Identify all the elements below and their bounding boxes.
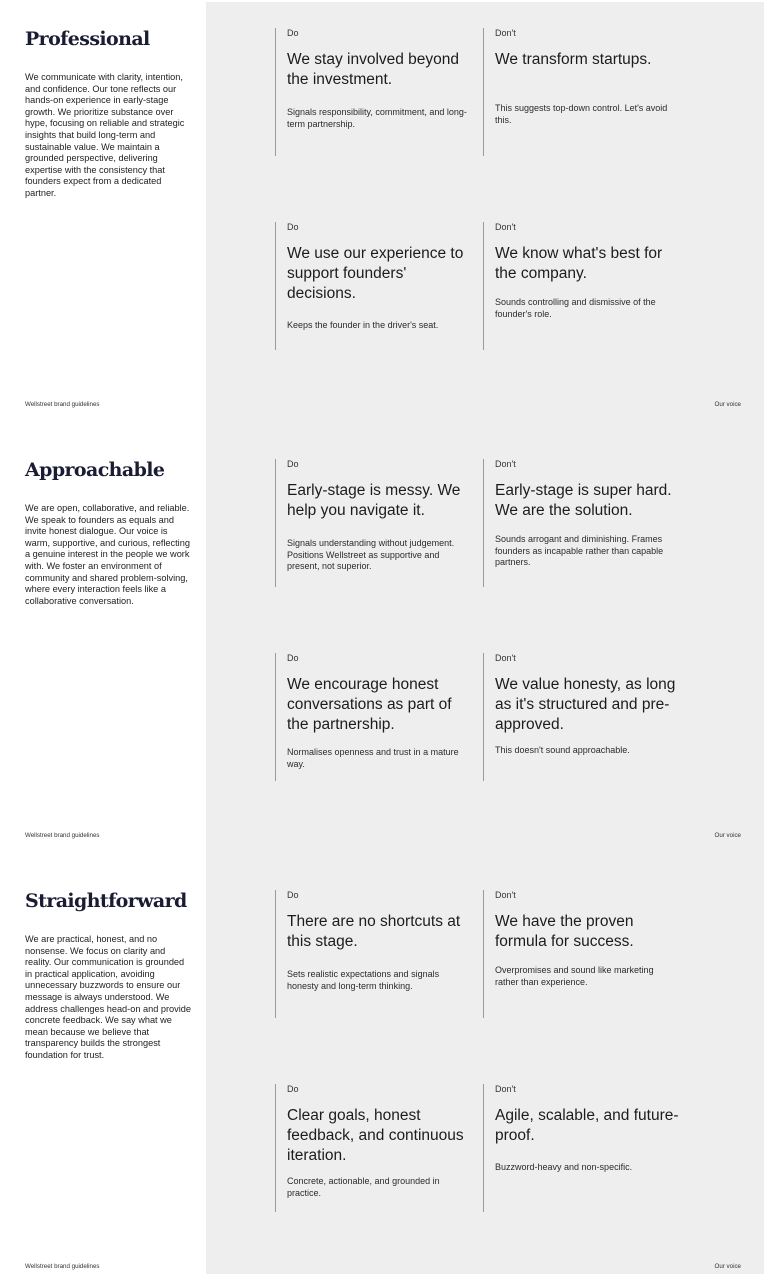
- section-intro: [0, 433, 206, 864]
- dont-headline: We transform startups.: [495, 51, 652, 68]
- dont-label: Don't: [495, 1084, 516, 1094]
- do-headline: Early-stage is messy. We help you navigate it.: [287, 482, 461, 519]
- dont-label: Don't: [495, 222, 516, 232]
- examples-panel: [206, 2, 764, 433]
- do-headline: We stay involved beyond the investment.: [287, 51, 460, 88]
- voice-section-straightforward: [0, 864, 764, 1274]
- dont-label: Don't: [495, 653, 516, 663]
- do-card: [275, 890, 475, 1018]
- section-title: Professional: [25, 28, 150, 50]
- dont-headline: Early-stage is super hard. We are the solution.: [495, 482, 672, 519]
- do-note: Signals understanding without judgement. Positions Wellstreet as supportive and present, not superior.: [287, 538, 455, 571]
- do-note: Sets realistic expectations and signals honesty and long-term thinking.: [287, 969, 440, 991]
- dont-card: [483, 1084, 683, 1212]
- section-title: Approachable: [25, 459, 165, 481]
- do-card: [275, 1084, 475, 1212]
- dont-headline: We know what's best for the company.: [495, 245, 663, 282]
- dont-headline: We value honesty, as long as it's structured and pre-approved.: [495, 676, 676, 733]
- dont-card: [483, 890, 683, 1018]
- do-note: Signals responsibility, commitment, and long-term partnership.: [287, 107, 467, 129]
- do-label: Do: [287, 459, 299, 469]
- examples-panel: [206, 864, 764, 1274]
- do-headline: We encourage honest conversations as part of the partnership.: [287, 676, 452, 733]
- dont-label: Don't: [495, 28, 516, 38]
- do-label: Do: [287, 890, 299, 900]
- footer-brand-label: Wellstreet brand guidelines: [25, 1263, 100, 1270]
- do-card: [275, 653, 475, 781]
- do-label: Do: [287, 1084, 299, 1094]
- dont-note: Sounds controlling and dismissive of the founder's role.: [495, 297, 656, 319]
- dont-note: Overpromises and sound like marketing rather than experience.: [495, 965, 654, 987]
- do-note: Normalises openness and trust in a mature way.: [287, 747, 459, 769]
- dont-card: [483, 28, 683, 156]
- dont-note: Sounds arrogant and diminishing. Frames founders as incapable rather than capable partners.: [495, 534, 664, 567]
- dont-label: Don't: [495, 890, 516, 900]
- footer-brand-label: Wellstreet brand guidelines: [25, 832, 100, 839]
- do-label: Do: [287, 222, 299, 232]
- do-note: Concrete, actionable, and grounded in practice.: [287, 1176, 440, 1198]
- footer-section-label: Our voice: [714, 1263, 741, 1270]
- do-headline: Clear goals, honest feedback, and continuous iteration.: [287, 1107, 464, 1164]
- do-label: Do: [287, 28, 299, 38]
- do-label: Do: [287, 653, 299, 663]
- footer-brand-label: Wellstreet brand guidelines: [25, 401, 100, 408]
- do-headline: There are no shortcuts at this stage.: [287, 913, 461, 950]
- dont-headline: Agile, scalable, and future-proof.: [495, 1107, 679, 1144]
- dont-note: Buzzword-heavy and non-specific.: [495, 1162, 633, 1172]
- do-headline: We use our experience to support founders' decisions.: [287, 245, 464, 302]
- do-note: Keeps the founder in the driver's seat.: [287, 320, 439, 330]
- section-title: Straightforward: [25, 890, 187, 912]
- voice-section-professional: [0, 2, 764, 433]
- footer-section-label: Our voice: [714, 401, 741, 408]
- dont-label: Don't: [495, 459, 516, 469]
- do-card: [275, 222, 475, 350]
- dont-headline: We have the proven formula for success.: [495, 913, 634, 950]
- section-intro: [0, 2, 206, 433]
- examples-panel: [206, 433, 764, 864]
- dont-note: This doesn't sound approachable.: [495, 745, 630, 755]
- section-description: We communicate with clarity, intention, and confidence. Our tone reflects our hands-on experience in early-stage growth. We prioritize substance over hype, focusing on reliable and strategic insights that build long-term and sustainable value. We maintain a grounded perspective, delivering expertise with the consistency that founders expect from a dedicated partner.: [25, 72, 185, 198]
- dont-card: [483, 459, 683, 587]
- do-card: [275, 459, 475, 587]
- dont-note: This suggests top-down control. Let's avoid this.: [495, 103, 668, 125]
- do-card: [275, 28, 475, 156]
- section-intro: [0, 864, 206, 1274]
- section-description: We are practical, honest, and no nonsense. We focus on clarity and reality. Our communication is grounded in practical application, avoiding unnecessary buzzwords to ensure our message is always understood. We address challenges head-on and provide concrete feedback. We say what we mean because we believe that transparency builds the strongest foundation for trust.: [25, 934, 192, 1060]
- voice-section-approachable: [0, 433, 764, 864]
- dont-card: [483, 653, 683, 781]
- dont-card: [483, 222, 683, 350]
- footer-section-label: Our voice: [714, 832, 741, 839]
- section-description: We are open, collaborative, and reliable. We speak to founders as equals and invite honest dialogue. Our voice is warm, supportive, and curious, reflecting a genuine interest in the people we work with. We foster an environment of community and shared problem-solving, where every interaction feels like a collaborative conversation.: [25, 503, 190, 606]
